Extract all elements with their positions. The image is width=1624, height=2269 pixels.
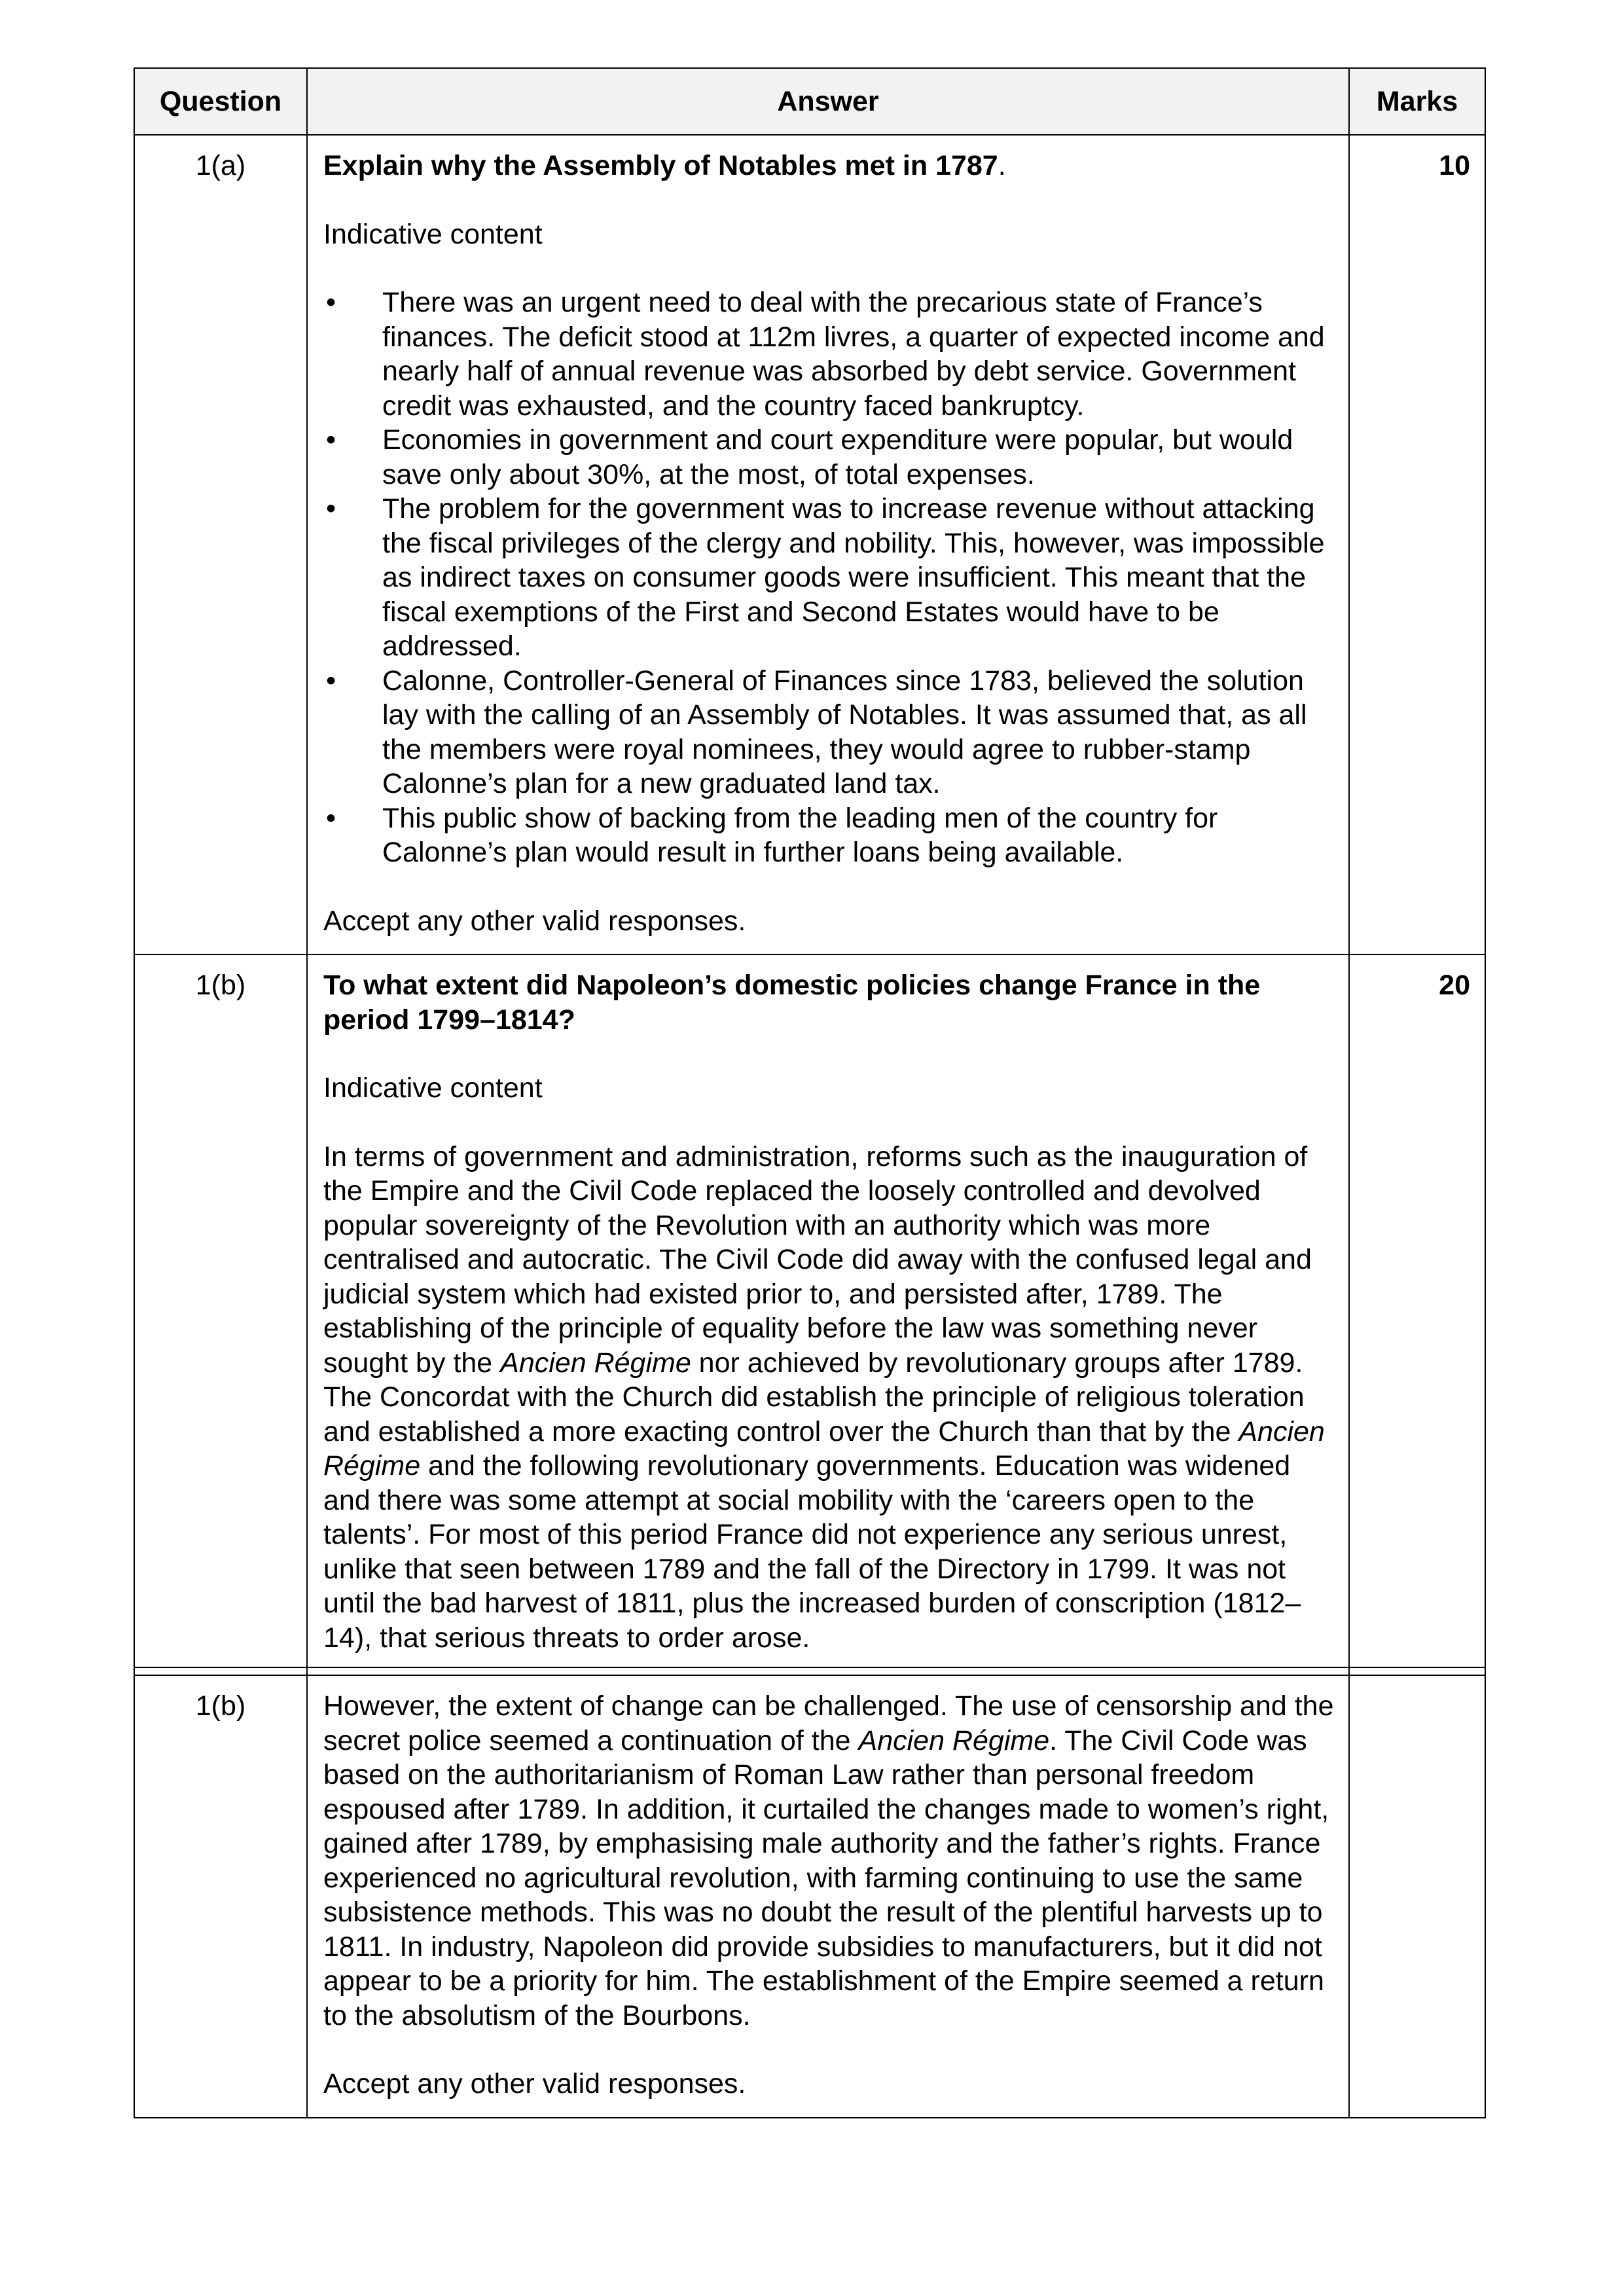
answer-paragraph: However, the extent of change can be challenged. The use of censorship and the secret police seemed a continuation of the Ancien Régime. The Civil Code was based on the authoritarianism of Roman Law rather than personal freedom espoused after 1789. In addition, it curtailed the changes made to women’s right, gained after 1789, by emphasising male authority and the father’s rights. France experienced no agricultural revolution, with farming continuing to use the same subsistence methods. This was no doubt the result of the plentiful harvests up to 1811. In industry, Napoleon did provide subsidies to manufacturers, but it did not appear to be a priority for him. The establishment of the Empire seemed a return to the absolutism of the Bourbons. — [323, 1690, 1334, 2031]
question-number: 1(a) — [134, 135, 307, 954]
closing-note: Accept any other valid responses. — [323, 2068, 746, 2099]
indicative-content-label: Indicative content — [323, 1072, 543, 1104]
list-item: • The problem for the government was to increase revenue without attacking the fiscal privileges of the clergy and nobility. This, however, was impossible as indirect taxes on consumer goods were insufficient. This meant that the fiscal exemptions of the First and Second Estates would have to be addressed. — [323, 492, 1334, 664]
question-heading: To what extent did Napoleon’s domestic policies change France in the period 1799–1814? — [323, 970, 1261, 1036]
header-answer: Answer — [307, 68, 1349, 135]
table-row — [134, 1675, 1485, 2118]
table-row — [134, 954, 1485, 1667]
list-item: • This public show of backing from the leading men of the country for Calonne’s plan would result in further loans being available. — [323, 801, 1334, 870]
list-item: • Calonne, Controller-General of Finances since 1783, believed the solution lay with the calling of an Assembly of Notables. It was assumed that, as all the members were royal nominees, they would agree to rubber-stamp Calonne’s plan for a new graduated land tax. — [323, 664, 1334, 801]
marks-value: 10 — [1349, 135, 1485, 954]
mark-scheme-table — [134, 67, 1486, 2118]
answer-cell — [307, 954, 1349, 1667]
answer-paragraph: In terms of government and administration, reforms such as the inauguration of the Empire and the Civil Code replaced the loosely controlled and devolved popular sovereignty of the Revolution with an authority which was more centralised and autocratic. The Civil Code did away with the confused legal and judicial system which had existed prior to, and persisted after, 1789. The establishing of the principle of equality before the law was something never sought by the Ancien Régime nor achieved by revolutionary groups after 1789. The Concordat with the Church did establish the principle of religious toleration and established a more exacting control over the Church than that by the Ancien Régime and the following revolutionary governments. Education was widened and there was some attempt at social mobility with the ‘careers open to the talents’. For most of this period France did not experience any serious unrest, unlike that seen between 1789 and the fall of the Directory in 1799. It was not until the bad harvest of 1811, plus the increased burden of conscription (1812–14), that serious threats to order arose. — [323, 1140, 1325, 1654]
bullet-list — [323, 285, 1334, 870]
table-header-row — [134, 68, 1485, 135]
question-number: 1(b) — [134, 954, 307, 1667]
list-item: • Economies in government and court expenditure were popular, but would save only about 30%, at the most, of total expenses. — [323, 423, 1334, 492]
question-number: 1(b) — [134, 1675, 307, 2118]
answer-cell — [307, 135, 1349, 954]
table-row — [134, 135, 1485, 954]
answer-cell — [307, 1675, 1349, 2118]
marks-value: 20 — [1349, 954, 1485, 1667]
closing-note: Accept any other valid responses. — [323, 905, 746, 937]
list-item: • There was an urgent need to deal with the precarious state of France’s finances. The deficit stood at 112m livres, a quarter of expected income and nearly half of annual revenue was absorbed by debt service. Government credit was exhausted, and the country faced bankruptcy. — [323, 285, 1334, 423]
header-question: Question — [134, 68, 307, 135]
mark-scheme-page — [134, 67, 1486, 2118]
header-marks: Marks — [1349, 68, 1485, 135]
table-divider — [134, 1667, 1485, 1675]
marks-value — [1349, 1675, 1485, 2118]
indicative-content-label: Indicative content — [323, 218, 543, 250]
question-heading: Explain why the Assembly of Notables met in 1787. — [323, 150, 1006, 181]
